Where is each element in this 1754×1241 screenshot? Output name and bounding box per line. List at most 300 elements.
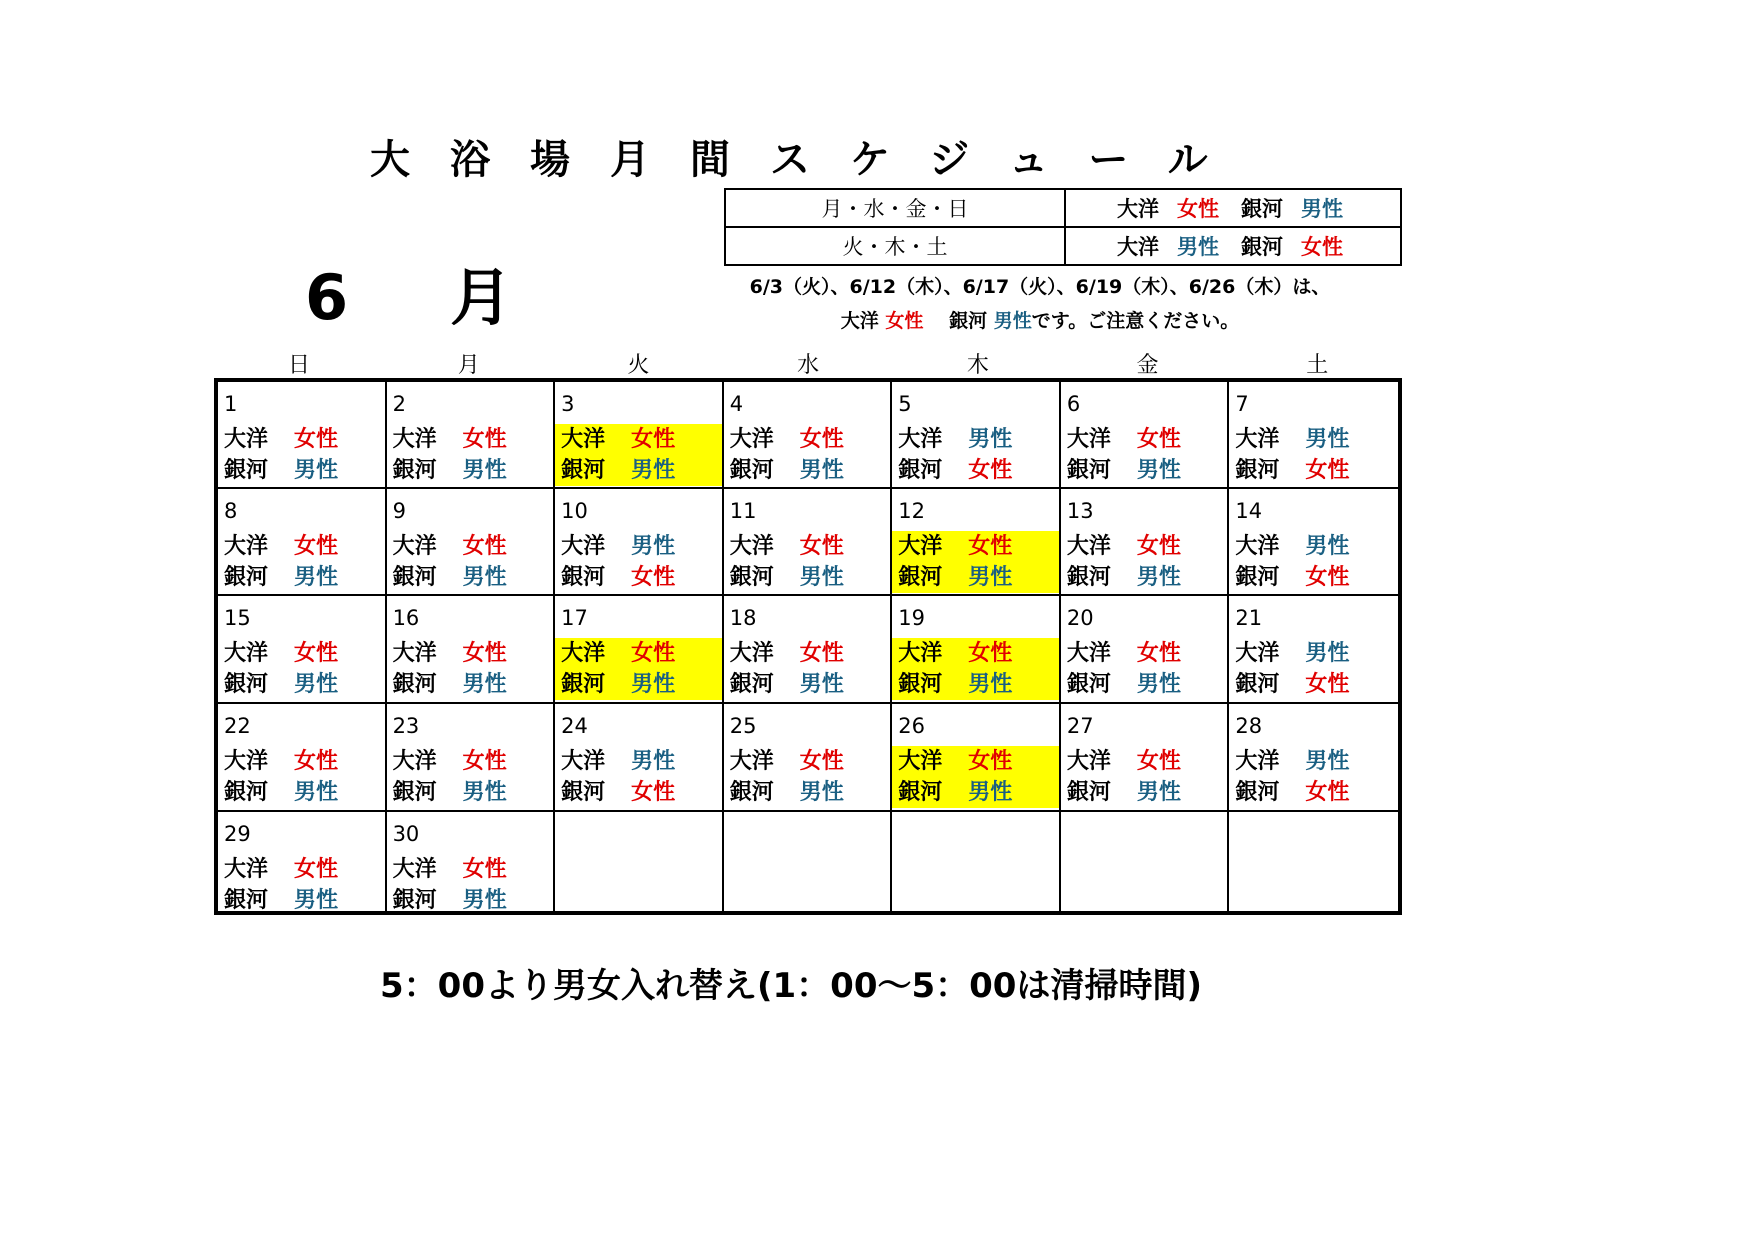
- calendar-day-cell: [1229, 704, 1398, 812]
- bath-row-taiyo: [1229, 638, 1398, 669]
- bath-name: 銀河: [729, 458, 774, 483]
- bath-row-ginga: [892, 455, 1059, 486]
- bath-name: 銀河: [392, 888, 437, 913]
- day-number: 29: [224, 822, 251, 846]
- bath-row-taiyo: [218, 746, 385, 777]
- bath-row-ginga: [1061, 562, 1228, 593]
- bath-assignments: [724, 531, 891, 593]
- bath-name: 大洋: [729, 641, 774, 666]
- bath-assignments: [1061, 424, 1228, 486]
- calendar-day-cell: [555, 596, 724, 704]
- gender-label: 女性: [968, 458, 1013, 483]
- gender-label: 男性: [462, 565, 507, 590]
- bath-assignments: [555, 424, 722, 486]
- gender-label: 男性: [799, 672, 844, 697]
- gender-label: 男性: [968, 427, 1013, 452]
- gender-label: 女性: [1136, 427, 1181, 452]
- bath-row-taiyo: [724, 531, 891, 562]
- calendar-day-cell: [387, 812, 556, 911]
- gender-label: 女性: [799, 427, 844, 452]
- gender-label: 女性: [462, 749, 507, 774]
- bath-row-ginga: [218, 669, 385, 700]
- bath-row-ginga: [555, 562, 722, 593]
- gender-label: 男性: [1136, 565, 1181, 590]
- bath-name: 銀河: [729, 672, 774, 697]
- calendar-day-cell: [555, 812, 724, 911]
- gender-label: 男性: [294, 672, 339, 697]
- gender-label: 男性: [799, 780, 844, 805]
- bath-row-ginga: [1229, 777, 1398, 808]
- bath-name: 大洋: [224, 427, 269, 452]
- calendar-day-cell: [1229, 596, 1398, 704]
- calendar-day-cell: [892, 704, 1061, 812]
- bath-name: 大洋: [561, 534, 606, 559]
- bath-name: 銀河: [1066, 780, 1111, 805]
- gender-label: 女性: [1305, 565, 1350, 590]
- bath-name: 銀河: [1066, 565, 1111, 590]
- bath-row-taiyo: [218, 424, 385, 455]
- legend-gender: 女性: [1301, 235, 1343, 259]
- gender-label: 男性: [1305, 749, 1350, 774]
- bath-row-taiyo: [218, 854, 385, 885]
- legend-gender: 男性: [1301, 197, 1343, 221]
- bath-assignments: [1229, 638, 1398, 700]
- gender-label: 男性: [631, 749, 676, 774]
- calendar-day-cell: [387, 489, 556, 596]
- bath-name: 銀河: [898, 672, 943, 697]
- bath-assignments: [387, 424, 554, 486]
- bath-assignments: [387, 531, 554, 593]
- calendar-day-cell: [1061, 812, 1230, 911]
- bath-assignments: [387, 746, 554, 808]
- bath-name: 銀河: [898, 780, 943, 805]
- day-number: 26: [898, 714, 926, 738]
- calendar-day-cell: [724, 812, 893, 911]
- bath-name: 銀河: [224, 672, 269, 697]
- bath-name: 銀河: [224, 780, 269, 805]
- gender-label: 男性: [968, 672, 1013, 697]
- bath-name: 銀河: [729, 565, 774, 590]
- bath-name: 大洋: [1066, 749, 1111, 774]
- day-number: 8: [224, 499, 238, 523]
- calendar-day-cell: [218, 812, 387, 911]
- gender-label: 女性: [631, 427, 676, 452]
- gender-label: 男性: [799, 565, 844, 590]
- gender-label: 男性: [631, 534, 676, 559]
- gender-label: 女性: [294, 534, 339, 559]
- calendar-day-cell: [1229, 489, 1398, 596]
- gender-label: 男性: [968, 780, 1013, 805]
- bath-row-ginga: [387, 455, 554, 486]
- schedule-legend: [724, 188, 1402, 266]
- gender-label: 男性: [1305, 641, 1350, 666]
- bath-name: 大洋: [1235, 641, 1280, 666]
- gender-label: 男性: [1136, 672, 1181, 697]
- bath-row-ginga: [1061, 669, 1228, 700]
- bath-row-taiyo: [724, 424, 891, 455]
- bath-name: 大洋: [729, 749, 774, 774]
- bath-row-ginga: [218, 455, 385, 486]
- legend-gender: 男性: [1177, 235, 1219, 259]
- gender-label: 男性: [631, 672, 676, 697]
- bath-name: 銀河: [1235, 780, 1280, 805]
- gender-label: 女性: [968, 749, 1013, 774]
- bath-row-ginga: [724, 669, 891, 700]
- bath-name: 大洋: [898, 534, 943, 559]
- bath-row-ginga: [724, 777, 891, 808]
- calendar-day-cell: [218, 382, 387, 489]
- bath-row-taiyo: [892, 424, 1059, 455]
- bath-assignments: [724, 638, 891, 700]
- bath-name: 銀河: [1235, 565, 1280, 590]
- bath-name: 大洋: [392, 749, 437, 774]
- bath-name: 大洋: [729, 534, 774, 559]
- calendar-day-cell: [892, 382, 1061, 489]
- legend-days: 火・木・土: [725, 227, 1065, 265]
- day-number: 24: [561, 714, 588, 738]
- bath-row-taiyo: [892, 638, 1059, 669]
- gender-label: 男性: [1136, 780, 1181, 805]
- bath-name: 大洋: [392, 534, 437, 559]
- bath-row-ginga: [218, 562, 385, 593]
- day-number: 15: [224, 606, 251, 630]
- bath-name: 大洋: [1235, 749, 1280, 774]
- notice-gender: 男性: [993, 310, 1032, 332]
- bath-row-ginga: [387, 885, 554, 916]
- calendar-day-cell: [1061, 704, 1230, 812]
- bath-assignments: [892, 424, 1059, 486]
- bath-row-ginga: [218, 885, 385, 916]
- bath-row-ginga: [724, 562, 891, 593]
- gender-label: 女性: [1305, 780, 1350, 805]
- bath-assignments: [1229, 424, 1398, 486]
- gender-label: 女性: [799, 749, 844, 774]
- day-number: 6: [1066, 392, 1081, 416]
- calendar-day-cell: [218, 596, 387, 704]
- bath-name: 大洋: [392, 857, 437, 882]
- bath-name: 銀河: [1066, 672, 1111, 697]
- gender-label: 女性: [294, 749, 339, 774]
- bath-name: 大洋: [898, 749, 943, 774]
- bath-assignments: [892, 531, 1059, 593]
- footer-note: 5：00より男女入れ替え(1：00～5：00は清掃時間): [380, 966, 1202, 1006]
- bath-name: 大洋: [224, 749, 269, 774]
- weekday-label: 金: [1136, 353, 1159, 378]
- day-number: 3: [561, 392, 575, 416]
- bath-assignments: [892, 638, 1059, 700]
- weekday-label: 土: [1306, 353, 1329, 378]
- legend-assignment: [1065, 189, 1401, 227]
- gender-label: 女性: [462, 641, 507, 666]
- bath-name: 大洋: [561, 427, 606, 452]
- bath-name: 銀河: [1066, 458, 1111, 483]
- bath-row-ginga: [387, 669, 554, 700]
- bath-row-ginga: [555, 669, 722, 700]
- bath-name: 大洋: [561, 749, 606, 774]
- bath-assignments: [555, 531, 722, 593]
- bath-name: 大洋: [224, 857, 269, 882]
- calendar-day-cell: [555, 489, 724, 596]
- bath-name: 大洋: [1066, 641, 1111, 666]
- gender-label: 女性: [968, 534, 1013, 559]
- gender-label: 女性: [1136, 749, 1181, 774]
- bath-row-taiyo: [387, 746, 554, 777]
- bath-name: 大洋: [898, 641, 943, 666]
- calendar-day-cell: [387, 596, 556, 704]
- bath-row-ginga: [218, 777, 385, 808]
- month-label: 6 月: [305, 261, 533, 334]
- bath-name: 銀河: [561, 565, 606, 590]
- weekday-label: 木: [966, 353, 989, 378]
- bath-assignments: [1061, 638, 1228, 700]
- bath-row-taiyo: [1229, 424, 1398, 455]
- bath-name: 大洋: [1066, 534, 1111, 559]
- bath-assignments: [218, 854, 385, 916]
- bath-row-ginga: [555, 455, 722, 486]
- day-number: 2: [392, 392, 406, 416]
- gender-label: 女性: [799, 641, 844, 666]
- day-number: 19: [898, 606, 926, 630]
- bath-row-ginga: [892, 562, 1059, 593]
- calendar-day-cell: [1229, 382, 1398, 489]
- calendar-day-cell: [555, 382, 724, 489]
- notice-line-1: 6/3（火）、6/12（木）、6/17（火）、6/19（木）、6/26（木）は、: [749, 276, 1331, 298]
- day-number: 7: [1235, 392, 1249, 416]
- gender-label: 男性: [1136, 458, 1181, 483]
- bath-name: 銀河: [224, 565, 269, 590]
- bath-row-taiyo: [387, 638, 554, 669]
- gender-label: 男性: [1305, 534, 1350, 559]
- weekday-label: 月: [457, 353, 480, 378]
- notice-gender: 女性: [885, 310, 924, 332]
- day-number: 20: [1066, 606, 1094, 630]
- bath-row-taiyo: [555, 638, 722, 669]
- day-number: 4: [729, 392, 744, 416]
- gender-label: 男性: [462, 888, 507, 913]
- calendar-grid: [214, 378, 1402, 915]
- bath-assignments: [218, 638, 385, 700]
- calendar-day-cell: [218, 704, 387, 812]
- bath-name: 大洋: [1066, 427, 1111, 452]
- bath-row-ginga: [387, 562, 554, 593]
- bath-name: 銀河: [898, 458, 943, 483]
- page-title: 大浴場月間スケジュール: [370, 137, 1248, 183]
- day-number: 28: [1235, 714, 1263, 738]
- bath-row-ginga: [1061, 455, 1228, 486]
- gender-label: 男性: [462, 780, 507, 805]
- gender-label: 女性: [1305, 458, 1350, 483]
- bath-name: 銀河: [392, 780, 437, 805]
- gender-label: 男性: [294, 888, 339, 913]
- bath-name: 銀河: [1235, 672, 1280, 697]
- calendar-day-cell: [555, 704, 724, 812]
- day-number: 10: [561, 499, 588, 523]
- gender-label: 女性: [799, 534, 844, 559]
- bath-row-taiyo: [724, 638, 891, 669]
- bath-assignments: [1229, 746, 1398, 808]
- legend-bath-name: 大洋: [1117, 235, 1159, 259]
- day-number: 27: [1066, 714, 1094, 738]
- gender-label: 男性: [1305, 427, 1350, 452]
- bath-row-taiyo: [1061, 531, 1228, 562]
- notice-bath-name: 銀河: [949, 310, 988, 332]
- gender-label: 女性: [294, 641, 339, 666]
- bath-name: 大洋: [561, 641, 606, 666]
- legend-days: 月・水・金・日: [725, 189, 1065, 227]
- gender-label: 女性: [294, 427, 339, 452]
- legend-assignment: [1065, 227, 1401, 265]
- legend-bath-name: 銀河: [1241, 235, 1283, 259]
- legend-bath-name: 銀河: [1241, 197, 1283, 221]
- gender-label: 女性: [631, 780, 676, 805]
- bath-row-ginga: [724, 455, 891, 486]
- bath-name: 銀河: [729, 780, 774, 805]
- bath-row-ginga: [1061, 777, 1228, 808]
- day-number: 14: [1235, 499, 1263, 523]
- weekday-label: 水: [797, 353, 820, 378]
- bath-row-ginga: [1229, 669, 1398, 700]
- bath-row-taiyo: [387, 531, 554, 562]
- gender-label: 男性: [294, 458, 339, 483]
- calendar-day-cell: [892, 812, 1061, 911]
- bath-assignments: [892, 746, 1059, 808]
- bath-name: 銀河: [561, 672, 606, 697]
- gender-label: 女性: [462, 857, 507, 882]
- bath-name: 銀河: [224, 458, 269, 483]
- gender-label: 男性: [294, 780, 339, 805]
- bath-name: 大洋: [224, 641, 269, 666]
- day-number: 21: [1235, 606, 1263, 630]
- day-number: 9: [392, 499, 406, 523]
- day-number: 1: [224, 392, 238, 416]
- bath-assignments: [555, 638, 722, 700]
- legend-row: [725, 227, 1401, 265]
- bath-name: 銀河: [224, 888, 269, 913]
- notice-tail: です。ご注意ください。: [1031, 310, 1240, 332]
- bath-name: 銀河: [392, 565, 437, 590]
- bath-row-taiyo: [387, 424, 554, 455]
- bath-assignments: [218, 746, 385, 808]
- bath-name: 銀河: [1235, 458, 1280, 483]
- gender-label: 男性: [799, 458, 844, 483]
- gender-label: 女性: [968, 641, 1013, 666]
- bath-name: 銀河: [392, 672, 437, 697]
- gender-label: 女性: [1305, 672, 1350, 697]
- bath-row-ginga: [1229, 562, 1398, 593]
- gender-label: 女性: [631, 565, 676, 590]
- bath-row-taiyo: [724, 746, 891, 777]
- bath-row-taiyo: [1229, 746, 1398, 777]
- day-number: 12: [898, 499, 926, 523]
- gender-label: 男性: [462, 458, 507, 483]
- weekday-label: 火: [627, 353, 650, 378]
- bath-name: 銀河: [561, 458, 606, 483]
- day-number: 22: [224, 714, 251, 738]
- notice-line-2: [700, 306, 1380, 333]
- bath-name: 大洋: [224, 534, 269, 559]
- gender-label: 女性: [631, 641, 676, 666]
- calendar-day-cell: [218, 489, 387, 596]
- bath-assignments: [387, 638, 554, 700]
- bath-name: 大洋: [392, 427, 437, 452]
- gender-label: 男性: [968, 565, 1013, 590]
- bath-name: 大洋: [1235, 427, 1280, 452]
- bath-row-ginga: [387, 777, 554, 808]
- calendar-day-cell: [1061, 596, 1230, 704]
- legend-gender: 女性: [1177, 197, 1219, 221]
- gender-label: 女性: [1136, 534, 1181, 559]
- bath-row-taiyo: [1061, 638, 1228, 669]
- bath-row-ginga: [892, 777, 1059, 808]
- calendar-day-cell: [724, 596, 893, 704]
- bath-row-taiyo: [555, 746, 722, 777]
- bath-assignments: [724, 746, 891, 808]
- calendar-day-cell: [387, 704, 556, 812]
- day-number: 30: [392, 822, 420, 846]
- bath-row-taiyo: [555, 531, 722, 562]
- gender-label: 男性: [462, 672, 507, 697]
- day-number: 13: [1066, 499, 1094, 523]
- bath-name: 銀河: [392, 458, 437, 483]
- bath-row-taiyo: [892, 531, 1059, 562]
- weekday-label: 日: [287, 353, 310, 378]
- gender-label: 女性: [1136, 641, 1181, 666]
- bath-row-taiyo: [1061, 424, 1228, 455]
- bath-assignments: [1061, 531, 1228, 593]
- legend-bath-name: 大洋: [1117, 197, 1159, 221]
- bath-row-ginga: [1229, 455, 1398, 486]
- bath-assignments: [218, 531, 385, 593]
- bath-row-taiyo: [1061, 746, 1228, 777]
- gender-label: 男性: [294, 565, 339, 590]
- bath-assignments: [724, 424, 891, 486]
- gender-label: 男性: [631, 458, 676, 483]
- day-number: 23: [392, 714, 420, 738]
- bath-name: 大洋: [898, 427, 943, 452]
- legend-row: [725, 189, 1401, 227]
- calendar-day-cell: [724, 382, 893, 489]
- calendar-day-cell: [1061, 382, 1230, 489]
- bath-row-taiyo: [555, 424, 722, 455]
- day-number: 11: [729, 499, 757, 523]
- bath-name: 銀河: [561, 780, 606, 805]
- bath-assignments: [555, 746, 722, 808]
- calendar-day-cell: [1229, 812, 1398, 911]
- day-number: 5: [898, 392, 912, 416]
- bath-row-ginga: [892, 669, 1059, 700]
- bath-name: 大洋: [729, 427, 774, 452]
- bath-name: 大洋: [392, 641, 437, 666]
- bath-row-taiyo: [387, 854, 554, 885]
- bath-assignments: [218, 424, 385, 486]
- bath-row-taiyo: [218, 531, 385, 562]
- day-number: 25: [729, 714, 757, 738]
- bath-row-taiyo: [1229, 531, 1398, 562]
- bath-name: 銀河: [898, 565, 943, 590]
- bath-row-taiyo: [892, 746, 1059, 777]
- calendar-day-cell: [387, 382, 556, 489]
- notice-bath-name: 大洋: [840, 310, 879, 332]
- day-number: 17: [561, 606, 588, 630]
- bath-assignments: [387, 854, 554, 916]
- calendar-day-cell: [724, 704, 893, 812]
- bath-assignments: [1229, 531, 1398, 593]
- calendar-day-cell: [1061, 489, 1230, 596]
- gender-label: 女性: [462, 534, 507, 559]
- calendar-day-cell: [724, 489, 893, 596]
- bath-row-taiyo: [218, 638, 385, 669]
- bath-row-ginga: [555, 777, 722, 808]
